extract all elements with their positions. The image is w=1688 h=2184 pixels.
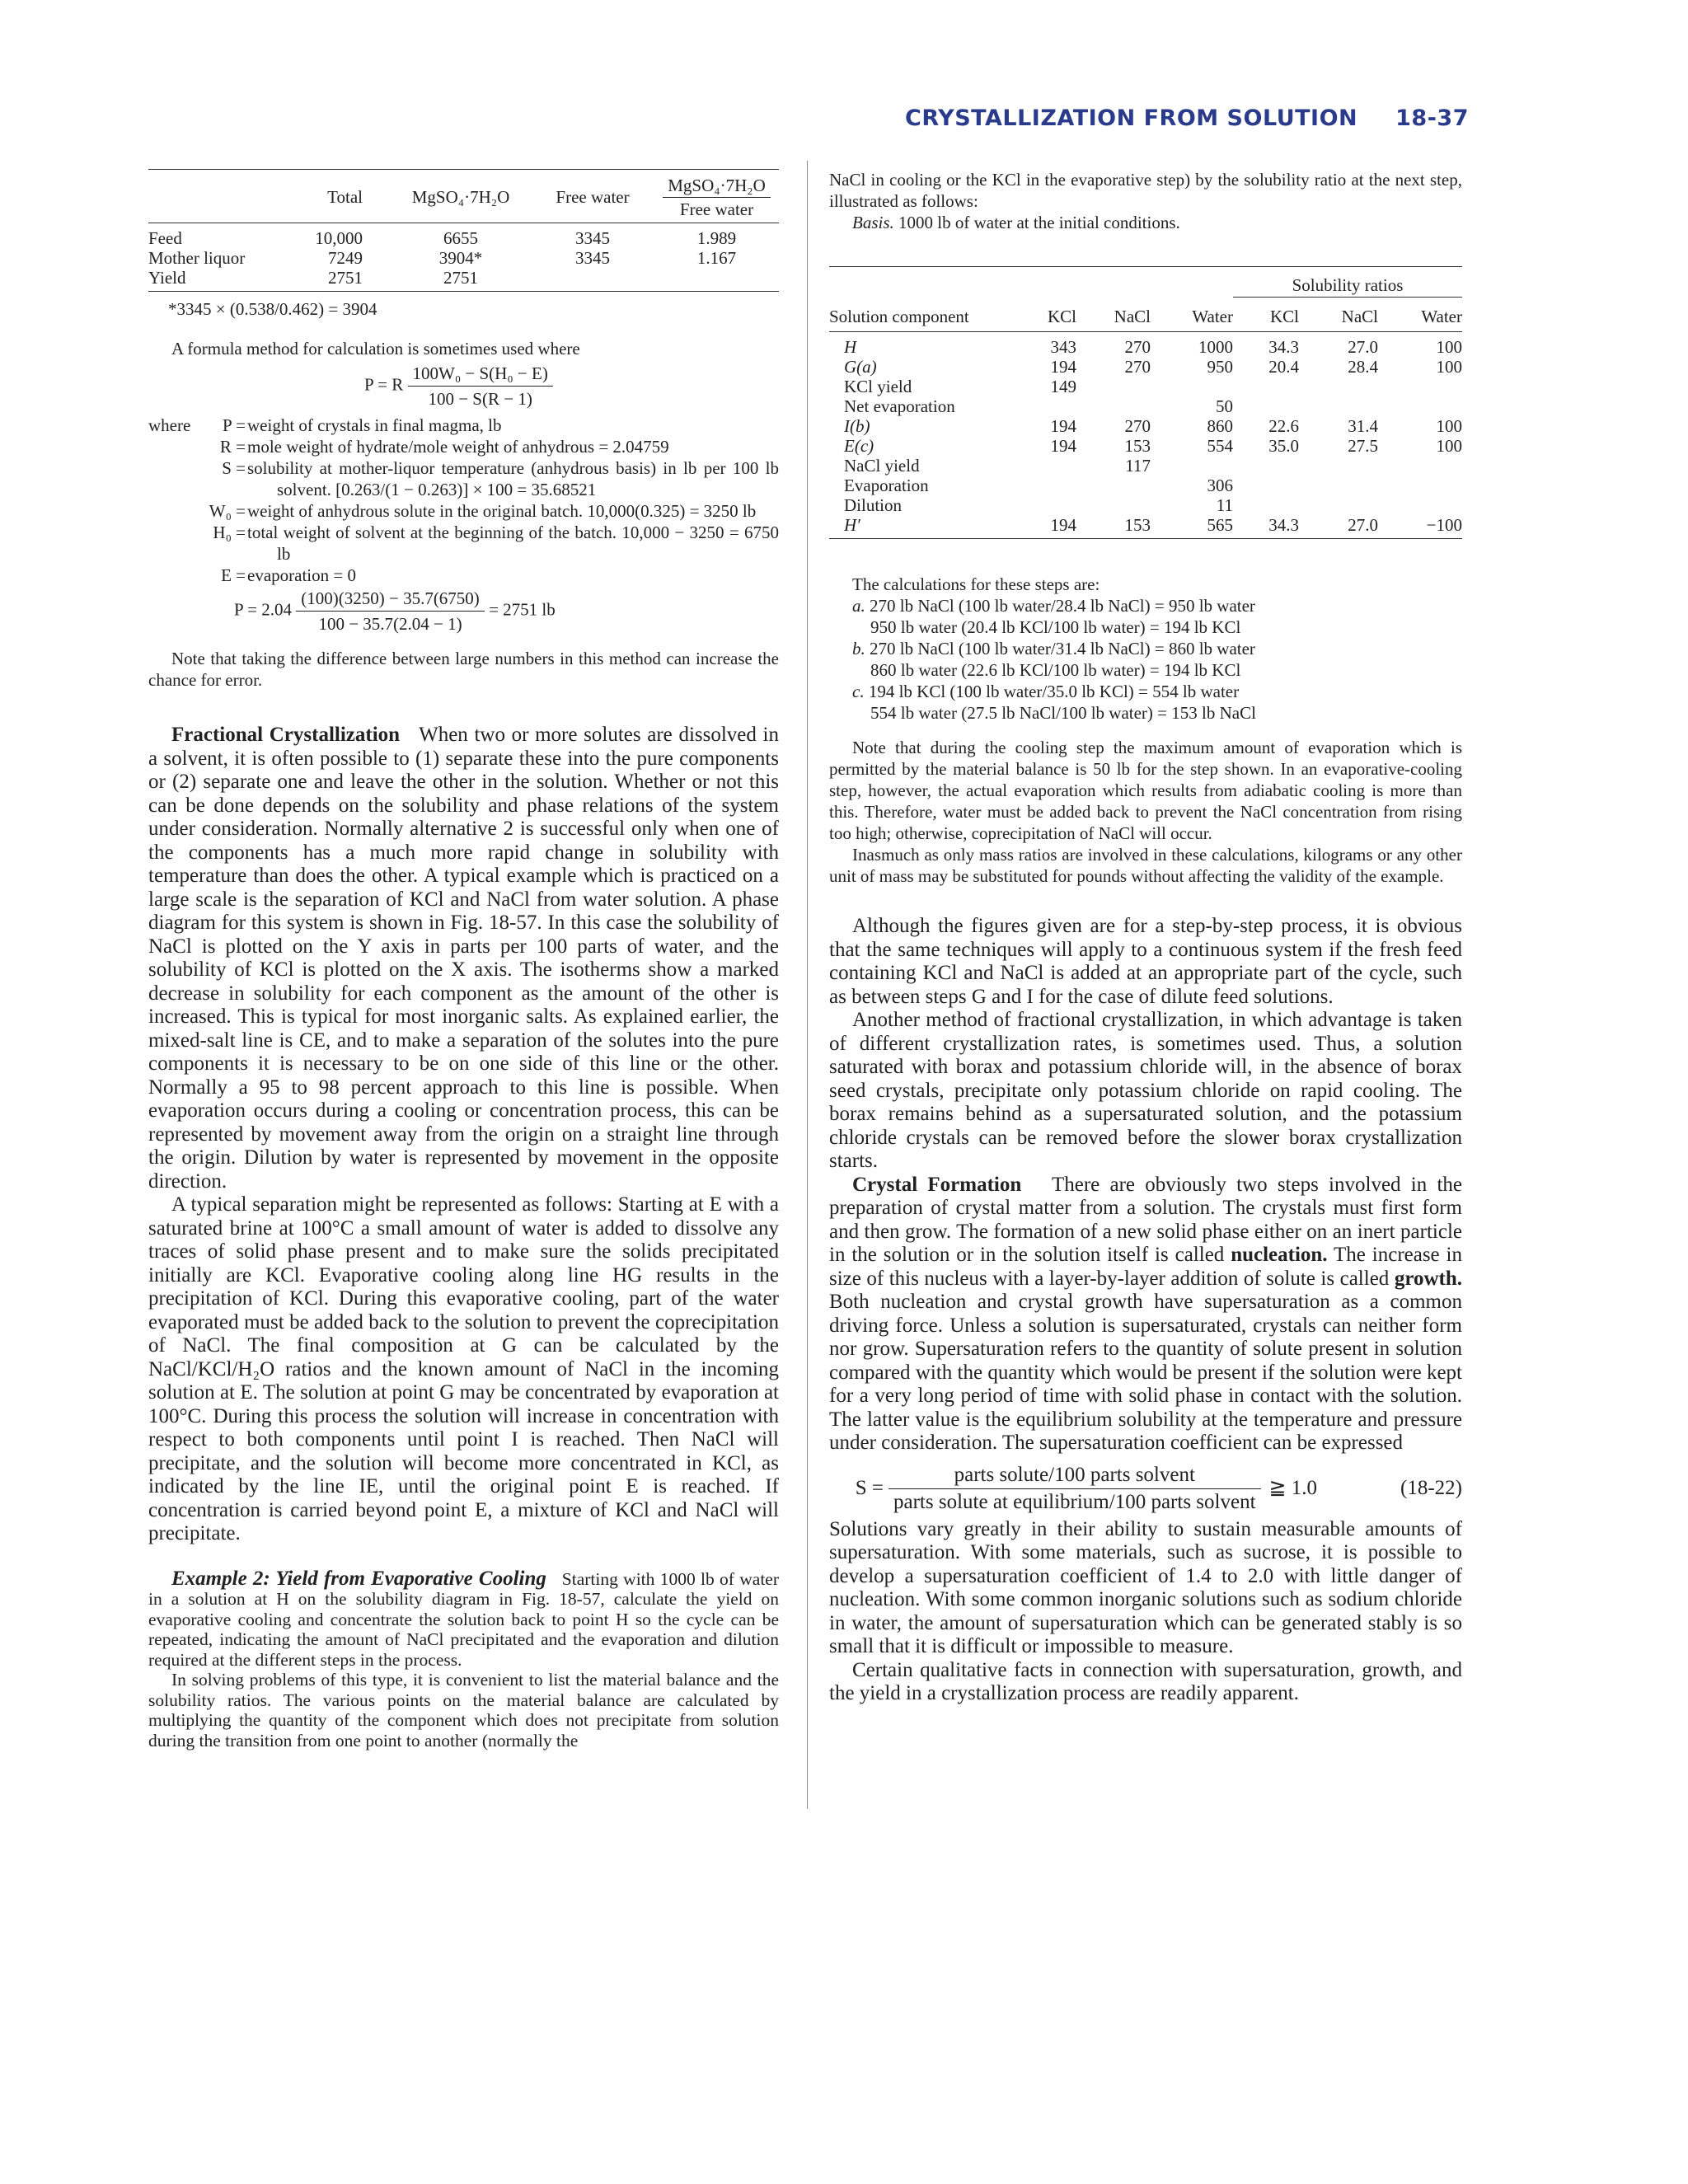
t2-cell: 20.4 bbox=[1268, 357, 1299, 377]
table1-body bbox=[148, 228, 779, 288]
t2-cell: 194 bbox=[1050, 357, 1076, 377]
definition-item: W₀ = weight of anhydrous solute in the original batch. 10,000(0.325) = 3250 lb bbox=[209, 501, 757, 521]
t2-cell bbox=[1233, 495, 1307, 515]
t2-cell: NaCl yield bbox=[844, 456, 920, 476]
table2-bottom-rule bbox=[829, 538, 1462, 539]
t2-cell: I(b) bbox=[844, 416, 870, 436]
table-row bbox=[829, 436, 1462, 456]
where-label: where bbox=[148, 415, 191, 435]
t2-cell bbox=[1307, 495, 1381, 515]
t2-cell: 100 bbox=[1436, 337, 1462, 357]
t2-cell: 34.3 bbox=[1268, 337, 1299, 357]
t2-cell bbox=[1233, 456, 1307, 476]
note-3: Inasmuch as only mass ratios are involved in these calculations, kilograms or any other unit of mass may be substituted for pounds without affecting the validity of the example. bbox=[829, 845, 1462, 886]
t2-cell: G(a) bbox=[844, 357, 877, 377]
formula bbox=[148, 363, 779, 410]
t2-cell bbox=[1233, 377, 1307, 396]
paragraph: Although the figures given are for a step-by-step process, it is obvious that the same techniques will apply to a continuous system if the fresh feed containing KCl and NaCl is added at an appropriate part of the cycle, such as between steps G and I for the case of dilute feed solutions. bbox=[829, 915, 1462, 1008]
t2-cell: 554 bbox=[1207, 436, 1233, 456]
t2-cell bbox=[1010, 456, 1076, 476]
table-row bbox=[829, 416, 1462, 436]
t2-cell: 306 bbox=[1207, 476, 1233, 495]
formula-intro: A formula method for calculation is sometimes used where bbox=[171, 339, 580, 359]
t2-cell bbox=[1010, 495, 1076, 515]
t1-h-total: Total bbox=[327, 187, 363, 207]
section-heading: Crystal Formation bbox=[852, 1173, 1022, 1196]
definition-item: S = solubility at mother-liquor temperature (anhydrous basis) in lb per 100 lb solvent. [0.263/(1 − 0.263)] × 100 = 35.68521 bbox=[222, 458, 779, 499]
t2-cell bbox=[1010, 476, 1076, 495]
example-2: Example 2: Yield from Evaporative Cooling Starting with 1000 lb of water in a solution at H on the solubility diagram in Fig. 18-57, calculate the yield on evaporative cooling and concentrate the solution back to point H so the cycle can be repeated, indicating the amount of NaCl precipitated and the evaporation and dilution required at the different steps in the process. In solving problems of this type, it is convenient to list the material balance and the solubility ratios. The various points on the material balance are calculated by multiplying the quantity of the component which does not precipitate from solution during the transition from one point to another (normally the bbox=[148, 1567, 779, 1750]
page-number: 18-37 bbox=[1395, 105, 1469, 131]
t1-h-freewater: Free water bbox=[556, 187, 630, 207]
table-row bbox=[829, 396, 1462, 416]
t2-header: NaCl bbox=[1114, 307, 1151, 326]
t2-cell bbox=[1076, 377, 1151, 396]
t2-cell: 194 bbox=[1050, 416, 1076, 436]
equation-18-22: S = $\frac{\text{parts solute/100 parts solvent}}{\text{parts solute at equilibrium/100 parts solvent}}$ ≧ 1.0 (18-22) bbox=[855, 1463, 1462, 1513]
t2-cell: 35.0 bbox=[1268, 436, 1299, 456]
right-body: Although the figures given are for a step-by-step process, it is obvious that the same techniques will apply to a continuous system if the fresh feed containing KCl and NaCl is added at an appropriate part of the cycle, such as between steps G and I for the case of dilute feed solutions. Another method of fractional crystallization, in which advantage is taken of different crystallization rates, is sometimes used. Thus, a solution saturated with borax and potassium chloride will, in the absence of borax seed crystals, precipitate only potassium chloride on rapid cooling. The borax remains behind as a supersaturated solution, and the potassium chloride crystals can be removed before the slower borax crystallization starts. Crystal Formation There are obviously two steps involved in the preparation of crystal matter from a solution. The crystals must first form and then grow. The formation of a new solid phase either on an inert particle in the solution or in the solution itself is called nucleation. The increase in size of this nucleus with a layer-by-layer addition of solute is called growth. Both nucleation and crystal growth have supersaturation as a common driving force. Unless a solution is supersaturated, crystals can neither form nor grow. Supersaturation refers to the quantity of solute present in solution compared with the quantity which would be present if the solution were kept for a very long period of time with solid phase in contact with the solution. The latter value is the equilibrium solubility at the temperature and pressure under consideration. The supersaturation coefficient can be expressed S = $\frac{\text{parts solute/100 parts solvent}}{\text{parts solute at equilibrium/100 parts solvent}}$ ≧ 1.0 (18-22) Solutions vary greatly in their ability to sustain measurable amounts of supersaturation. With some materials, such as sucrose, it is possible to develop a supersaturation coefficient of 1.4 to 2.0 with little danger of nucleation. With some common inorganic solutions such as sodium chloride in water, the amount of supersaturation which can be generated stably is so small that it is difficult or impossible to measure. Certain qualitative facts in connection with supersaturation, growth, and the yield in a crystallization process are readily apparent. bbox=[829, 915, 1463, 1704]
t2-cell: 149 bbox=[1050, 377, 1076, 396]
section-title: CRYSTALLIZATION FROM SOLUTION bbox=[905, 105, 1358, 131]
paragraph: Certain qualitative facts in connection with supersaturation, growth, and the yield in a crystallization process are readily apparent. bbox=[829, 1658, 1462, 1704]
column-divider bbox=[807, 161, 808, 1809]
t2-cell: 343 bbox=[1050, 337, 1076, 357]
table-row bbox=[829, 377, 1462, 396]
t1-h-ratio: $\frac{\text{MgSO₄·7H₂O}}{\text{Free water}}$ bbox=[654, 173, 779, 221]
t2-cell: 153 bbox=[1124, 436, 1151, 456]
t2-header: Water bbox=[1421, 307, 1462, 326]
t2-cell: 100 bbox=[1436, 436, 1462, 456]
definition-item: H₀ = total weight of solvent at the beginning of the batch. 10,000 − 3250 = 6750 lb bbox=[213, 523, 779, 564]
t2-cell: 117 bbox=[1125, 456, 1151, 476]
table2-mid-rule bbox=[829, 331, 1462, 332]
t2-header: KCl bbox=[1269, 307, 1299, 326]
t2-header: Solution component bbox=[829, 307, 969, 326]
t1-cell: 1.989 bbox=[696, 228, 737, 248]
formula-lhs: P = R bbox=[364, 374, 404, 395]
t2-cell bbox=[1233, 396, 1307, 416]
t1-cell: 2751 bbox=[328, 268, 363, 288]
t2-cell: 153 bbox=[1124, 515, 1151, 535]
right-column bbox=[829, 169, 1462, 1706]
t2-cell: 27.0 bbox=[1348, 515, 1378, 535]
definition-item: P = weight of crystals in final magma, lb bbox=[223, 415, 502, 435]
t2-cell: 194 bbox=[1050, 515, 1076, 535]
section-heading: Fractional Crystallization bbox=[171, 724, 401, 746]
table-row bbox=[148, 248, 779, 268]
t1-cell: 3904* bbox=[438, 248, 483, 268]
t2-cell bbox=[1381, 495, 1462, 515]
table1-top-rule bbox=[148, 169, 779, 170]
table1-bottom-rule bbox=[148, 291, 779, 292]
definition-item: E = evaporation = 0 bbox=[221, 565, 356, 585]
calc-item: b. 270 lb NaCl (100 lb water/31.4 lb NaCl) = 860 lb water bbox=[852, 639, 1255, 658]
t2-cell: −100 bbox=[1426, 515, 1462, 535]
t2-cell bbox=[1233, 476, 1307, 495]
t2-cell: H bbox=[844, 337, 857, 357]
fractional-crystallization-section bbox=[148, 724, 779, 1546]
t2-cell bbox=[1010, 396, 1076, 416]
t2-cell: 270 bbox=[1124, 357, 1151, 377]
t1-cell: 10,000 bbox=[315, 228, 363, 248]
table2 bbox=[829, 267, 1462, 326]
t2-cell: 270 bbox=[1124, 416, 1151, 436]
paragraph: Another method of fractional crystallization, in which advantage is taken of different crystallization rates, is sometimes used. Thus, a solution saturated with borax and potassium chloride will, in the absence of borax seed crystals, precipitate only potassium chloride on rapid cooling. The borax remains behind as a supersaturated solution, and the potassium chloride crystals can be removed before the slower borax crystallization starts. bbox=[829, 1009, 1462, 1172]
example-heading: Example 2: Yield from Evaporative Cooling bbox=[171, 1567, 546, 1590]
t2-cell: 950 bbox=[1207, 357, 1233, 377]
t2-cell bbox=[1307, 377, 1381, 396]
paragraph: Solutions vary greatly in their ability to sustain measurable amounts of supersaturation. With some materials, such as sucrose, it is possible to develop a supersaturation coefficient of 1.4 to 2.0 with little danger of nucleation. With some common inorganic solutions such as sodium chloride in water, the amount of supersaturation which can be generated stably is so small that it is difficult or impossible to measure. bbox=[829, 1517, 1462, 1657]
left-column bbox=[148, 169, 779, 1750]
table-row bbox=[829, 515, 1462, 535]
calc-line: 860 lb water (22.6 lb KCl/100 lb water) = 194 lb KCl bbox=[870, 660, 1241, 680]
t2-cell: 22.6 bbox=[1268, 416, 1299, 436]
table-row bbox=[148, 228, 779, 248]
t2-cell bbox=[1076, 396, 1151, 416]
table-row bbox=[829, 337, 1462, 357]
t2-cell: 31.4 bbox=[1348, 416, 1378, 436]
table1 bbox=[148, 173, 779, 221]
calc-item: a. 270 lb NaCl (100 lb water/28.4 lb NaCl) = 950 lb water bbox=[852, 596, 1255, 616]
t2-cell bbox=[1076, 476, 1151, 495]
t2-cell: 11 bbox=[1216, 495, 1233, 515]
right-intro: NaCl in cooling or the KCl in the evaporative step) by the solubility ratio at the next step, illustrated as follows: Basis. 1000 lb of water at the initial conditions. bbox=[829, 170, 1462, 232]
t1-cell: Feed bbox=[148, 228, 182, 248]
calc-line: 554 lb water (27.5 lb NaCl/100 lb water) = 153 lb NaCl bbox=[870, 703, 1256, 723]
table-row bbox=[148, 268, 779, 288]
t2-cell: 100 bbox=[1436, 357, 1462, 377]
t2-cell: 1000 bbox=[1198, 337, 1233, 357]
note-1: Note that taking the difference between large numbers in this method can increase the chance for error. bbox=[148, 649, 779, 690]
t2-header: KCl bbox=[1047, 307, 1076, 326]
table-row bbox=[829, 495, 1462, 515]
note-2: Note that during the cooling step the maximum amount of evaporation which is permitted by the material balance is 50 lb for the step shown. In an evaporative-cooling step, however, the actual evaporation which results from adiabatic cooling is more than this. Therefore, water must be added back to prevent the NaCl concentration from rising too high; otherwise, coprecipitation of NaCl will occur. bbox=[829, 738, 1462, 843]
t2-cell bbox=[1151, 456, 1233, 476]
running-header bbox=[905, 105, 1469, 131]
t2-cell: Evaporation bbox=[844, 476, 929, 495]
t2-cell bbox=[1076, 495, 1151, 515]
definitions-list bbox=[148, 415, 779, 586]
t2-cell bbox=[1307, 476, 1381, 495]
t2-cell: 50 bbox=[1216, 396, 1233, 416]
t2-group-header: Solubility ratios bbox=[1233, 267, 1462, 297]
table2-body bbox=[829, 337, 1462, 535]
t1-cell: 3345 bbox=[575, 248, 610, 268]
t1-cell: 7249 bbox=[328, 248, 363, 268]
t2-header: NaCl bbox=[1341, 307, 1378, 326]
paragraph: When two or more solutes are dissolved in a solvent, it is often possible to (1) separate these into the pure components or (2) separate one and leave the other in the solution. Whether or not this can be done depends on the solubility and phase relations of the system under consideration. Normally alternative 2 is successful only when one of the components has a much more rapid change in solubility with temperature than does the other. A typical example which is practiced on a large scale is the separation of KCl and NaCl from water solution. A phase diagram for this system is shown in Fig. 18-57. In this case the solubility of NaCl is plotted on the Y axis in parts per 100 parts of water, and the solubility of KCl is plotted on the X axis. The isotherms show a marked decrease in solubility for each component as the amount of the other is increased. This is typical for most inorganic salts. As explained earlier, the mixed-salt line is CE, and to make a separation of the solutes into the pure components it is necessary to be on one side of this line or the other. Normally a 95 to 98 percent approach to this line is possible. When evaporation occurs during a cooling or concentration process, this can be represented by movement away from the origin on a straight line through the origin. Dilution by water is represented by movement in the opposite direction. bbox=[148, 724, 780, 1193]
t2-cell bbox=[1381, 377, 1462, 396]
calc-list bbox=[829, 595, 1462, 724]
t2-cell: KCl yield bbox=[844, 377, 912, 396]
table-row bbox=[829, 357, 1462, 377]
t2-cell: Dilution bbox=[844, 495, 903, 515]
t2-cell: 100 bbox=[1436, 416, 1462, 436]
t2-cell bbox=[1151, 377, 1233, 396]
t2-cell: 565 bbox=[1207, 515, 1233, 535]
t2-cell: 860 bbox=[1207, 416, 1233, 436]
t2-cell: 194 bbox=[1050, 436, 1076, 456]
t1-h-mgso4: MgSO₄·7H₂O bbox=[411, 187, 510, 207]
t2-cell bbox=[1381, 396, 1462, 416]
t1-cell: Mother liquor bbox=[148, 248, 246, 268]
t1-cell: 6655 bbox=[443, 228, 478, 248]
table-row bbox=[829, 456, 1462, 476]
t2-cell: 27.0 bbox=[1348, 337, 1378, 357]
table1-footnote: *3345 × (0.538/0.462) = 3904 bbox=[168, 299, 377, 319]
t2-cell bbox=[1381, 476, 1462, 495]
t2-cell: E(c) bbox=[844, 436, 874, 456]
t1-cell: 3345 bbox=[575, 228, 610, 248]
t1-cell: Yield bbox=[148, 268, 186, 288]
t2-cell: Net evaporation bbox=[844, 396, 955, 416]
table-row bbox=[829, 476, 1462, 495]
formula-2: P = 2.04 $\frac{(100)(3250) - 35.7(6750)}{100 - 35.7(2.04 - 1)}$ = 2751 lb bbox=[234, 588, 556, 634]
calc-line: 950 lb water (20.4 lb KCl/100 lb water) = 194 lb KCl bbox=[870, 617, 1241, 637]
formula-fraction: $\frac{\text{100W₀ − S(H₀ − E)}}{100 - S(R - 1)}$ bbox=[408, 363, 553, 410]
t2-cell: 28.4 bbox=[1348, 357, 1378, 377]
t2-cell: 270 bbox=[1124, 337, 1151, 357]
t2-header: Water bbox=[1192, 307, 1233, 326]
t2-cell bbox=[1307, 396, 1381, 416]
calculations: The calculations for these steps are: a. 270 lb NaCl (100 lb water/28.4 lb NaCl) = 950 lb water 950 lb water (20.4 lb KCl/100 lb water) = 194 lb KCl b. 270 lb NaCl (100 lb water/31.4 lb NaCl) = 860 lb water 860 lb water (22.6 lb KCl/100 lb water) = 194 lb KCl c. 194 lb KCl (100 lb water/35.0 lb KCl) = 554 lb water 554 lb water (27.5 lb NaCl/100 lb water) = 153 lb NaCl Note that during the cooling step the maximum amount of evaporation which is permitted by the material balance is 50 lb for the step shown. In an evaporative-cooling step, however, the actual evaporation which results from adiabatic cooling is more than this. Therefore, water must be added back to prevent the NaCl concentration from rising too high; otherwise, coprecipitation of NaCl will occur. Inasmuch as only mass ratios are involved in these calculations, kilograms or any other unit of mass may be substituted for pounds without affecting the validity of the example. bbox=[829, 574, 1462, 886]
t1-cell: 2751 bbox=[443, 268, 478, 288]
t2-cell: 27.5 bbox=[1348, 436, 1378, 456]
t2-cell bbox=[1307, 456, 1381, 476]
definition-item: R = mole weight of hydrate/mole weight of anhydrous = 2.04759 bbox=[219, 437, 669, 457]
calc-item: c. 194 lb KCl (100 lb water/35.0 lb KCl) = 554 lb water bbox=[852, 682, 1240, 701]
paragraph: A typical separation might be represented as follows: Starting at E with a saturated brine at 100°C a small amount of water is added to dissolve any traces of solid phase present and to make sure the solids precipitated initially are KCl. Evaporative cooling along line HG results in the precipitation of KCl. During this evaporative cooling, part of the water evaporated must be added back to the solution to prevent the coprecipitation of NaCl. The final composition at G can be calculated by the NaCl/KCl/H₂O ratios and the known amount of NaCl in the incoming solution at E. The solution at point G may be concentrated by evaporation at 100°C. During this process the solution will increase in concentration with respect to both components until point I is reached. Then NaCl will precipitate, and the solution will become more concentrated in KCl, as indicated by the line IE, until the original point E is reached. If concentration is carried beyond point E, a mixture of KCl and NaCl will precipitate. bbox=[148, 1193, 779, 1544]
t2-cell bbox=[1381, 456, 1462, 476]
t2-cell: H′ bbox=[844, 515, 860, 535]
t2-cell: 34.3 bbox=[1268, 515, 1299, 535]
t1-cell: 1.167 bbox=[696, 248, 737, 268]
